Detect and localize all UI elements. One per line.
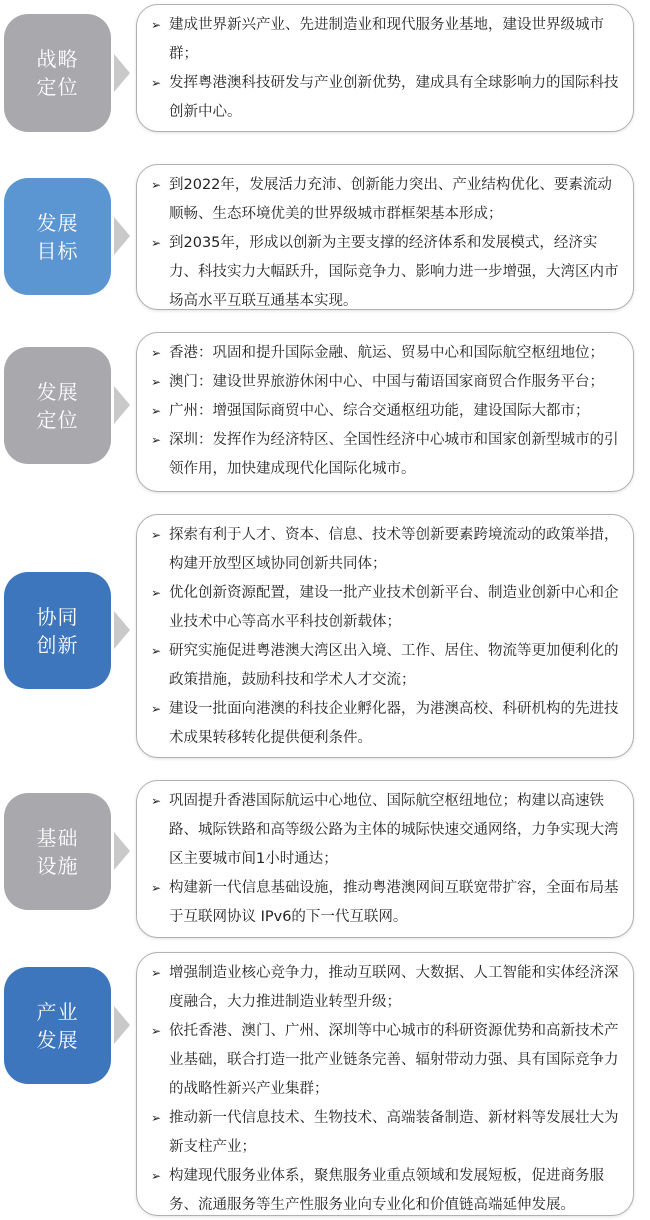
bullet-arrow-icon: ➢ [151, 881, 162, 895]
section-content-box [136, 514, 634, 758]
section-label: 发展 目标 [4, 178, 111, 295]
bullet-arrow-icon: ➢ [151, 346, 162, 360]
section-content-box [136, 164, 634, 310]
chevron-right-icon [114, 611, 130, 649]
list-item: ➢ 深圳：发挥作为经济特区、全国性经济中心城市和国家创新型城市的引领作用，加快建成现代化国际化城市。 [151, 426, 621, 484]
chevron-right-icon [114, 54, 130, 92]
bullet-arrow-icon: ➢ [151, 1169, 162, 1183]
list-item: ➢ 构建现代服务业体系，聚焦服务业重点领域和发展短板，促进商务服务、流通服务等生产性服务业向专业化和价值链高端延伸发展。 [151, 1162, 621, 1220]
chevron-right-icon [114, 217, 130, 255]
list-item: ➢ 推动新一代信息技术、生物技术、高端装备制造、新材料等发展壮大为新支柱产业； [151, 1104, 621, 1162]
bullet-arrow-icon: ➢ [151, 644, 162, 658]
bullet-arrow-icon: ➢ [151, 18, 162, 32]
bullet-arrow-icon: ➢ [151, 966, 162, 980]
bullet-arrow-icon: ➢ [151, 404, 162, 418]
bullet-arrow-icon: ➢ [151, 794, 162, 808]
bullet-arrow-icon: ➢ [151, 375, 162, 389]
section-label: 协同 创新 [4, 572, 111, 689]
chevron-right-icon [114, 832, 130, 870]
section-label: 战略 定位 [4, 14, 111, 132]
list-item: ➢ 依托香港、澳门、广州、深圳等中心城市的科研资源优势和高新技术产业基础，联合打造一批产业链条完善、辐射带动力强、具有国际竞争力的战略性新兴产业集群； [151, 1017, 621, 1104]
list-item: ➢ 发挥粤港澳科技研发与产业创新优势，建成具有全球影响力的国际科技创新中心。 [151, 69, 621, 127]
list-item: ➢ 构建新一代信息基础设施，推动粤港澳网间互联宽带扩容，全面布局基于互联网协议 IPv6的下一代互联网。 [151, 874, 621, 932]
list-item: ➢ 巩固提升香港国际航运中心地位、国际航空枢纽地位；构建以高速铁路、城际铁路和高等级公路为主体的城际快速交通网络，力争实现大湾区主要城市间1小时通达； [151, 787, 621, 874]
list-item: ➢ 研究实施促进粤港澳大湾区出入境、工作、居住、物流等更加便利化的政策措施，鼓励科技和学术人才交流； [151, 637, 621, 695]
chevron-right-icon [114, 1006, 130, 1044]
section-content-box [136, 780, 634, 938]
list-item: ➢ 建成世界新兴产业、先进制造业和现代服务业基地，建设世界级城市群； [151, 11, 621, 69]
bullet-arrow-icon: ➢ [151, 178, 162, 192]
bullet-arrow-icon: ➢ [151, 586, 162, 600]
section-content-box [136, 332, 634, 492]
bullet-arrow-icon: ➢ [151, 1024, 162, 1038]
list-item: ➢ 到2035年，形成以创新为主要支撑的经济体系和发展模式，经济实力、科技实力大幅跃升，国际竞争力、影响力进一步增强，大湾区内市场高水平互联互通基本实现。 [151, 229, 621, 316]
bullet-arrow-icon: ➢ [151, 236, 162, 250]
section-label: 产业 发展 [4, 967, 111, 1084]
list-item: ➢ 香港：巩固和提升国际金融、航运、贸易中心和国际航空枢纽地位； [151, 339, 621, 368]
bullet-arrow-icon: ➢ [151, 702, 162, 716]
list-item: ➢ 探索有利于人才、资本、信息、技术等创新要素跨境流动的政策举措，构建开放型区域协同创新共同体； [151, 521, 621, 579]
list-item: ➢ 广州：增强国际商贸中心、综合交通枢纽功能，建设国际大都市； [151, 397, 621, 426]
section-content-box [136, 4, 634, 132]
bullet-arrow-icon: ➢ [151, 76, 162, 90]
list-item: ➢ 澳门：建设世界旅游休闲中心、中国与葡语国家商贸合作服务平台； [151, 368, 621, 397]
list-item: ➢ 增强制造业核心竞争力，推动互联网、大数据、人工智能和实体经济深度融合，大力推进制造业转型升级； [151, 959, 621, 1017]
section-label: 基础 设施 [4, 793, 111, 910]
bullet-arrow-icon: ➢ [151, 1111, 162, 1125]
list-item: ➢ 到2022年，发展活力充沛、创新能力突出、产业结构优化、要素流动顺畅、生态环境优美的世界级城市群框架基本形成； [151, 171, 621, 229]
section-label: 发展 定位 [4, 347, 111, 464]
bullet-arrow-icon: ➢ [151, 433, 162, 447]
chevron-right-icon [114, 386, 130, 424]
bullet-arrow-icon: ➢ [151, 528, 162, 542]
section-content-box [136, 952, 634, 1216]
list-item: ➢ 建设一批面向港澳的科技企业孵化器，为港澳高校、科研机构的先进技术成果转移转化提供便利条件。 [151, 695, 621, 753]
list-item: ➢ 优化创新资源配置，建设一批产业技术创新平台、制造业创新中心和企业技术中心等高水平科技创新载体； [151, 579, 621, 637]
